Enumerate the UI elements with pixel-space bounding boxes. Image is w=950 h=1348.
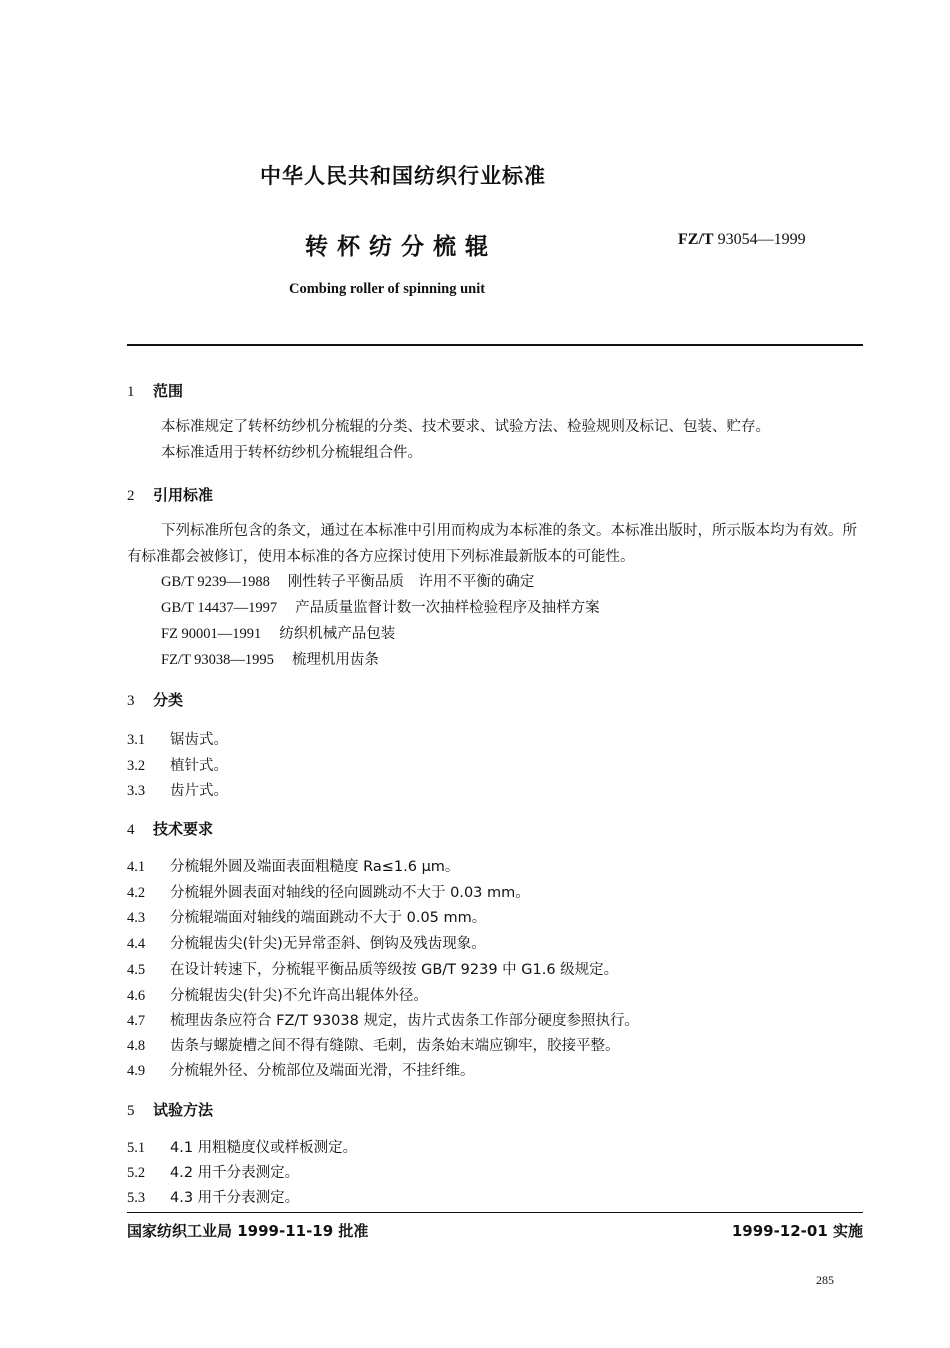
standard-number <box>678 231 806 249</box>
section-heading-references <box>127 484 213 505</box>
clause-number: 3.1 <box>127 732 146 748</box>
test-item <box>127 1136 357 1157</box>
clause-number: 4.7 <box>127 1013 146 1029</box>
classification-item <box>127 728 228 749</box>
requirement-item <box>127 1059 475 1080</box>
standard-prefix: FZ/T <box>678 231 714 248</box>
clause-text: 分梳辊齿尖(针尖)不允许高出辊体外径。 <box>170 988 428 1004</box>
clause-number: 4.5 <box>127 962 146 978</box>
clause-number: 4.2 <box>127 885 146 901</box>
clause-text: 梳理齿条应符合 FZ/T 93038 规定，齿片式齿条工作部分硬度参照执行。 <box>170 1013 639 1029</box>
clause-text: 植针式。 <box>170 758 228 774</box>
clause-text: 锯齿式。 <box>170 732 228 748</box>
effective-date: 1999-12-01 实施 <box>731 1222 863 1240</box>
requirement-item <box>127 906 486 927</box>
english-title: Combing roller of spinning unit <box>289 281 486 297</box>
header-divider <box>127 344 863 346</box>
clause-number: 5.1 <box>127 1140 146 1156</box>
clause-number: 4.9 <box>127 1063 146 1079</box>
page-number: 285 <box>816 1273 834 1287</box>
section-title: 范围 <box>153 382 184 400</box>
classification-item <box>127 754 228 775</box>
clause-text: 分梳辊外圆表面对轴线的径向圆跳动不大于 0.03 mm。 <box>170 885 530 901</box>
scope-paragraph-1: 本标准规定了转杯纺纱机分梳辊的分类、技术要求、试验方法、检验规则及标记、包装、贮存。 <box>161 419 770 435</box>
reference-item <box>161 596 600 617</box>
document-title: 转杯纺分梳辊 <box>305 234 497 260</box>
section-title: 试验方法 <box>153 1101 214 1119</box>
approval-date: 国家纺织工业局 1999-11-19 批准 <box>127 1222 369 1240</box>
clause-text: 4.1 用粗糙度仪或样板测定。 <box>170 1140 358 1156</box>
standard-category-title: 中华人民共和国纺织行业标准 <box>260 164 546 188</box>
clause-text: 齿片式。 <box>170 783 228 799</box>
clause-text: 分梳辊外圆及端面表面粗糙度 Ra≤1.6 μm。 <box>170 859 460 875</box>
reference-title: 刚性转子平衡品质 许用不平衡的确定 <box>287 574 535 590</box>
clause-number: 4.3 <box>127 910 146 926</box>
clause-number: 3.2 <box>127 758 146 774</box>
section-heading-classification <box>127 689 183 710</box>
requirement-item <box>127 855 459 876</box>
section-title: 分类 <box>153 691 184 709</box>
clause-number: 5.3 <box>127 1190 146 1206</box>
section-number: 1 <box>127 384 135 400</box>
clause-text: 分梳辊外径、分梳部位及端面光滑，不挂纤维。 <box>170 1063 475 1079</box>
references-intro: 下列标准所包含的条文，通过在本标准中引用而构成为本标准的条文。本标准出版时，所示版本均为有效。所有标准都会被修订，使用本标准的各方应探讨使用下列标准最新版本的可能性。 <box>127 523 857 565</box>
reference-code: FZ 90001—1991 <box>161 626 262 642</box>
clause-text: 4.3 用千分表测定。 <box>170 1190 300 1206</box>
clause-text: 分梳辊齿尖(针尖)无异常歪斜、倒钩及残齿现象。 <box>170 936 486 952</box>
clause-number: 5.2 <box>127 1165 146 1181</box>
requirement-item <box>127 958 618 979</box>
reference-code: GB/T 14437—1997 <box>161 600 278 616</box>
clause-text: 在设计转速下，分梳辊平衡品质等级按 GB/T 9239 中 G1.6 级规定。 <box>170 962 619 978</box>
reference-code: GB/T 9239—1988 <box>161 574 270 590</box>
reference-title: 产品质量监督计数一次抽样检验程序及抽样方案 <box>295 600 600 616</box>
clause-number: 4.4 <box>127 936 146 952</box>
reference-title: 梳理机用齿条 <box>291 652 379 668</box>
clause-number: 4.6 <box>127 988 146 1004</box>
section-heading-scope <box>127 380 183 401</box>
reference-item <box>161 570 534 591</box>
requirement-item <box>127 1009 639 1030</box>
requirement-item <box>127 881 530 902</box>
requirement-item <box>127 932 486 953</box>
clause-number: 4.1 <box>127 859 146 875</box>
reference-code: FZ/T 93038—1995 <box>161 652 274 668</box>
section-heading-requirements <box>127 818 213 839</box>
clause-text: 4.2 用千分表测定。 <box>170 1165 300 1181</box>
section-title: 技术要求 <box>153 820 214 838</box>
section-number: 5 <box>127 1103 135 1119</box>
classification-item <box>127 779 228 800</box>
footer-divider <box>127 1212 863 1213</box>
section-number: 3 <box>127 693 135 709</box>
standard-code: 93054—1999 <box>717 231 806 248</box>
section-number: 2 <box>127 488 135 504</box>
test-item <box>127 1161 299 1182</box>
clause-number: 3.3 <box>127 783 146 799</box>
reference-item <box>161 622 395 643</box>
section-title: 引用标准 <box>153 486 214 504</box>
requirement-item <box>127 1034 620 1055</box>
clause-text: 齿条与螺旋槽之间不得有缝隙、毛刺，齿条始末端应铆牢，胶接平整。 <box>170 1038 620 1054</box>
requirement-item <box>127 984 428 1005</box>
section-number: 4 <box>127 822 135 838</box>
section-heading-test-methods <box>127 1099 213 1120</box>
clause-text: 分梳辊端面对轴线的端面跳动不大于 0.05 mm。 <box>170 910 487 926</box>
test-item <box>127 1186 299 1207</box>
reference-title: 纺织机械产品包装 <box>279 626 396 642</box>
clause-number: 4.8 <box>127 1038 146 1054</box>
reference-item <box>161 648 379 669</box>
scope-paragraph-2: 本标准适用于转杯纺纱机分梳辊组合件。 <box>161 445 422 461</box>
